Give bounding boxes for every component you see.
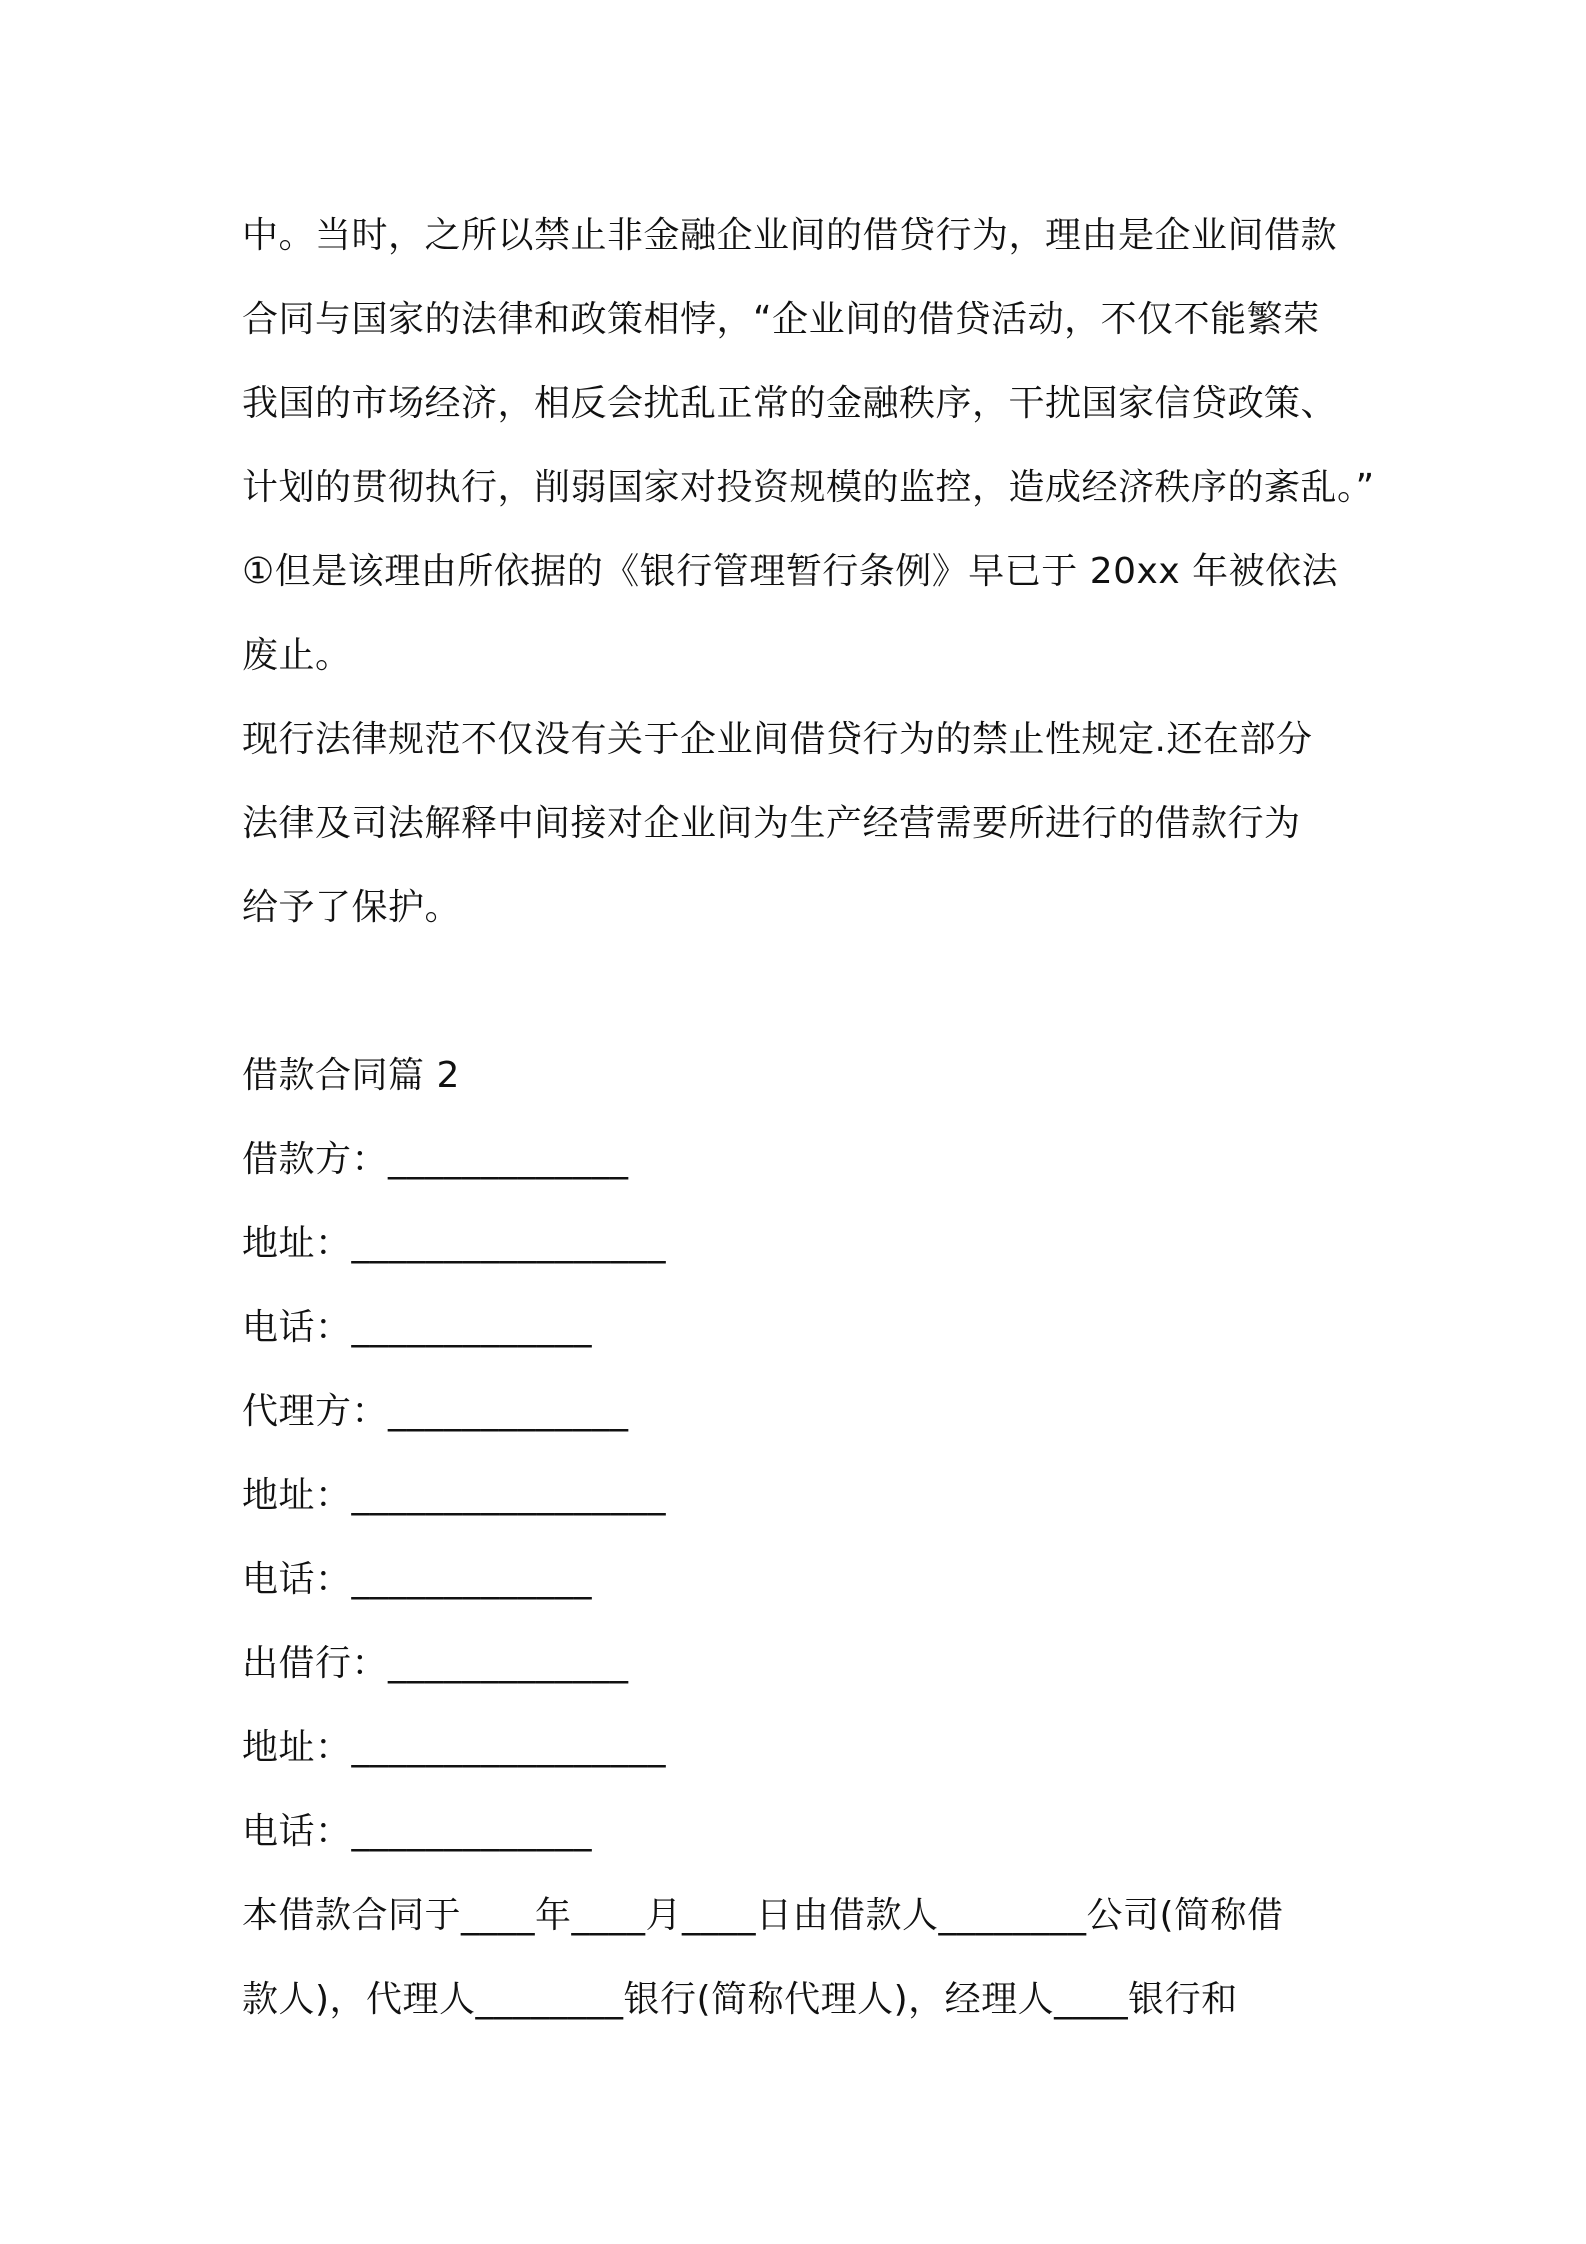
field-lending-bank-address: 地址：_________________ <box>242 1727 667 1768</box>
field-lending-bank-phone: 电话：_____________ <box>242 1811 593 1852</box>
paragraph-legal-history <box>242 194 1375 698</box>
document-body <box>242 194 1375 2042</box>
section-title: 借款合同篇 2 <box>242 1055 460 1096</box>
text-line: 中。当时，之所以禁止非金融企业间的借贷行为，理由是企业间借款 <box>242 215 1338 256</box>
field-borrower-address: 地址：_________________ <box>242 1223 667 1264</box>
text-line: 法律及司法解释中间接对企业间为生产经营需要所进行的借款行为 <box>242 803 1301 844</box>
text-line: ①但是该理由所依据的《银行管理暂行条例》早已于 20xx 年被依法 <box>242 551 1339 592</box>
field-borrower: 借款方：_____________ <box>242 1139 629 1180</box>
text-line: 合同与国家的法律和政策相悖，“企业间的借贷活动，不仅不能繁荣 <box>242 299 1320 340</box>
field-agent-address: 地址：_________________ <box>242 1475 667 1516</box>
blank-spacer <box>242 950 1362 1034</box>
field-borrower-phone: 电话：_____________ <box>242 1307 593 1348</box>
paragraph-current-law <box>242 698 1362 950</box>
paragraph-contract-opening <box>242 1874 1362 2042</box>
text-line: 现行法律规范不仅没有关于企业间借贷行为的禁止性规定.还在部分 <box>242 719 1313 760</box>
field-agent-phone: 电话：_____________ <box>242 1559 593 1600</box>
text-line: 我国的市场经济，相反会扰乱正常的金融秩序，干扰国家信贷政策、 <box>242 383 1338 424</box>
text-line: 计划的贯彻执行，削弱国家对投资规模的监控，造成经济秩序的紊乱。” <box>242 467 1375 508</box>
text-line: 本借款合同于____年____月____日由借款人________公司(简称借 <box>242 1895 1284 1936</box>
text-line: 废止。 <box>242 635 352 676</box>
party-fields <box>242 1118 1362 1874</box>
text-line: 款人)，代理人________银行(简称代理人)，经理人____银行和 <box>242 1979 1238 2020</box>
field-lending-bank: 出借行：_____________ <box>242 1643 629 1684</box>
text-line: 给予了保护。 <box>242 887 462 928</box>
field-agent: 代理方：_____________ <box>242 1391 629 1432</box>
